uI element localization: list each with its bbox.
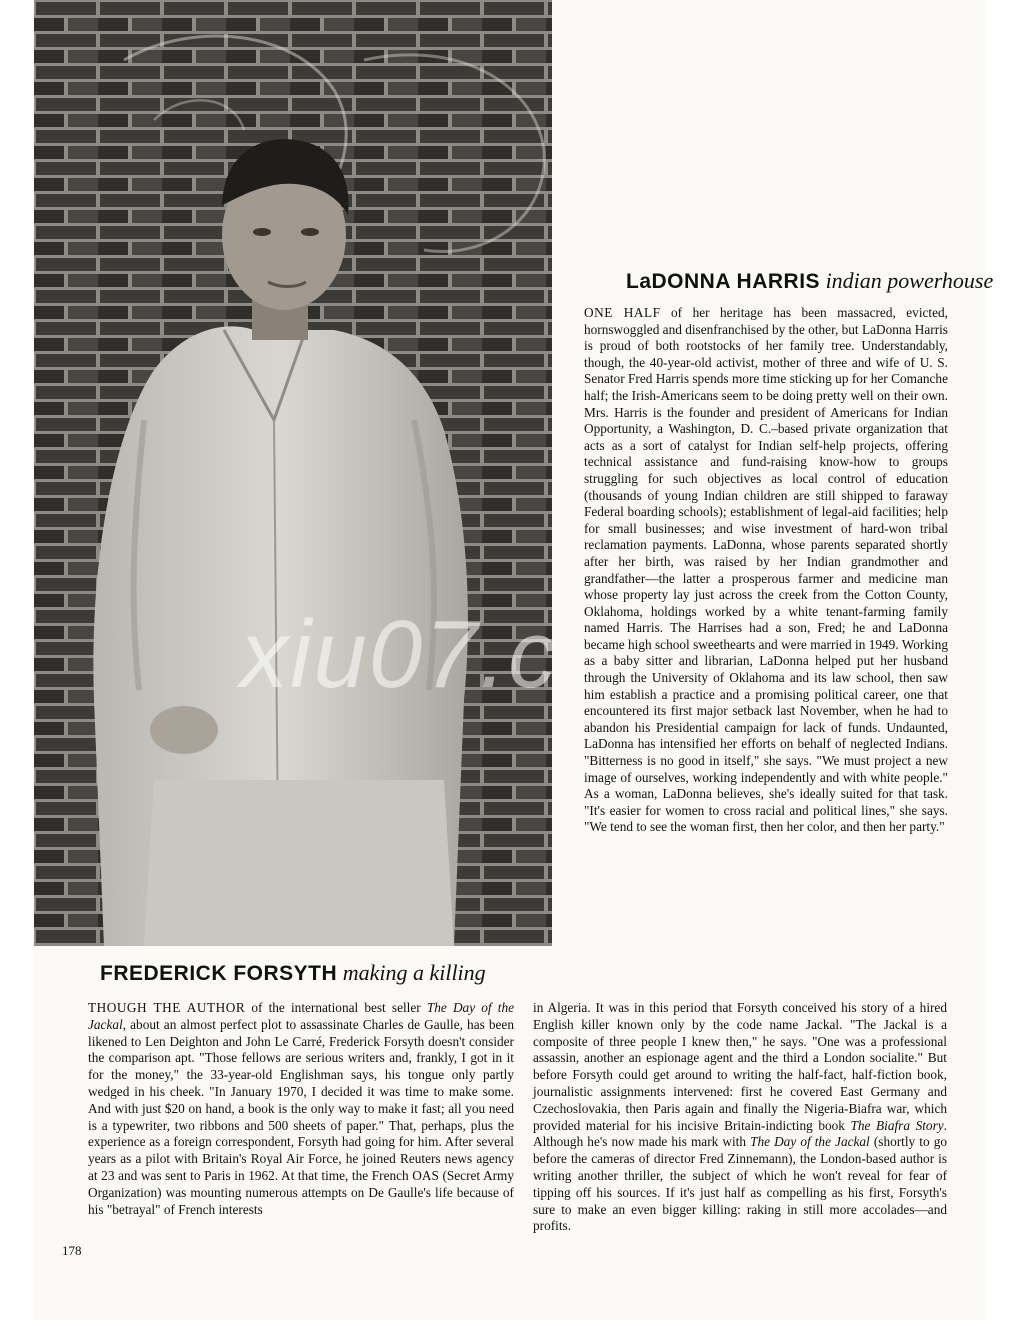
forsyth-text: of the international best seller <box>245 1000 427 1015</box>
book-title: The Biafra Story <box>850 1117 944 1133</box>
forsyth-column-1 <box>88 1000 514 1218</box>
forsyth-text: (shortly to go before the cameras of director Fred Zinnemann), the London-based author is writing another thriller, the subject of which he won't reveal for fear of tipping off his sources. If it's just half as compelling as his first, Forsyth's sure to make an even bigger killing: raking in still more accolades—and profits. <box>533 1134 947 1234</box>
ladonna-lead: ONE HALF <box>584 305 661 320</box>
watermark-text: xiu07.c <box>240 601 559 708</box>
forsyth-paragraph-1 <box>88 1000 514 1218</box>
forsyth-text: . Although he's now made his mark with <box>533 1117 947 1150</box>
ladonna-article <box>584 305 948 836</box>
forsyth-text: in Algeria. It was in this period that Forsyth conceived his story of a hired English killer known only by the code name Jackal. "The Jackal is a composite of three people I knew then," he says. "One was a professional assassin, another an espionage agent and the third a London socialite." But before Forsyth could get around to writing the half-fact, half-fiction book, journalistic assignments intervened: first he covered East Germany and Czechoslovakia, then Paris again and finally the Nigeria-Biafra war, which provided material for his incisive Britain-indicting book <box>533 1000 947 1133</box>
forsyth-tagline: making a killing <box>342 960 486 985</box>
forsyth-text: , about an almost perfect plot to assassinate Charles de Gaulle, has been likened to Len Deighton and John Le Carré, Frederick Forsyth doesn't consider the comparison apt. "Those fellows are serious writers and, frankly, I got in it for the money," the 33-year-old Englishman says, his tongue only partly wedged in his cheek. "In January 1970, I decided it was time to make some. And with just $20 on hand, a book is the only way to make it fast; all you need is a typewriter, two ribbons and 500 sheets of paper." That, perhaps, plus the experience as a foreign correspondent, Forsyth had going for him. After several years as a pilot with Britain's Royal Air Force, he joined Reuters news agency at 23 and was sent to Paris in 1962. At that time, the French OAS (Secret Army Organization) was mounting numerous attempts on De Gaulle's life because of his "betrayal" of French interests <box>88 1016 514 1217</box>
page-number: 178 <box>62 1243 82 1258</box>
forsyth-column-2 <box>533 1000 947 1235</box>
ladonna-tagline: indian powerhouse <box>825 268 994 293</box>
ladonna-paragraph <box>584 305 948 836</box>
ladonna-name: LaDONNA HARRIS <box>626 270 821 293</box>
forsyth-paragraph-2 <box>533 1000 947 1235</box>
ladonna-heading <box>626 268 994 294</box>
forsyth-name: FREDERICK FORSYTH <box>100 962 338 985</box>
forsyth-lead: THOUGH THE AUTHOR <box>88 1000 246 1015</box>
portrait-photo <box>34 0 552 946</box>
forsyth-heading <box>100 960 486 986</box>
ladonna-body: of her heritage has been massacred, evicted, hornswoggled and disenfranchised by the other, but LaDonna Harris is proud of both rootstocks of her family tree. Understandably, though, the 40-year-old activist, mother of three and wife of U. S. Senator Fred Harris spends more time sticking up for her Comanche half; the Irish-Americans seem to be doing pretty well on their own. Mrs. Harris is the founder and president of Americans for Indian Opportunity, a Washington, D. C.–based private organization that acts as a sort of catalyst for Indian self-help projects, offering technical assistance and fund-raising know-how to groups struggling for such objectives as local control of education (thousands of young Indian children are still shipped to faraway Federal boarding schools); establishment of legal-aid facilities; help for small businesses; and wise investment of hard-won tribal reclamation payments. LaDonna, whose parents separated shortly after her birth, was raised by her Indian grandmother and grandfather—the latter a prosperous farmer and medicine man whose property lay just across the creek from the Cotton County, Oklahoma, holdings worked by a white tenant-farming family named Harris. The Harrises had a son, Fred; he and LaDonna became high school sweethearts and were married in 1949. Working as a baby sitter and librarian, LaDonna helped put her husband through the University of Oklahoma and its law school, then saw him establish a practice and a promising political career, one that encountered its first major setback last November, when he had to abandon his Presidential campaign for lack of funds. Undaunted, LaDonna has intensified her efforts on behalf of neglected Indians. "Bitterness is no good in itself," she says. "We must project a new image of ourselves, working independently and with white people." As a woman, LaDonna believes, she's ideally suited for that task. "It's easier for women to cross racial and political lines," she says. "We tend to see the woman first, then her color, and then her party." <box>584 305 948 835</box>
book-title: The Day of the Jackal <box>88 1000 514 1032</box>
book-title: The Day of the Jackal <box>750 1134 870 1150</box>
